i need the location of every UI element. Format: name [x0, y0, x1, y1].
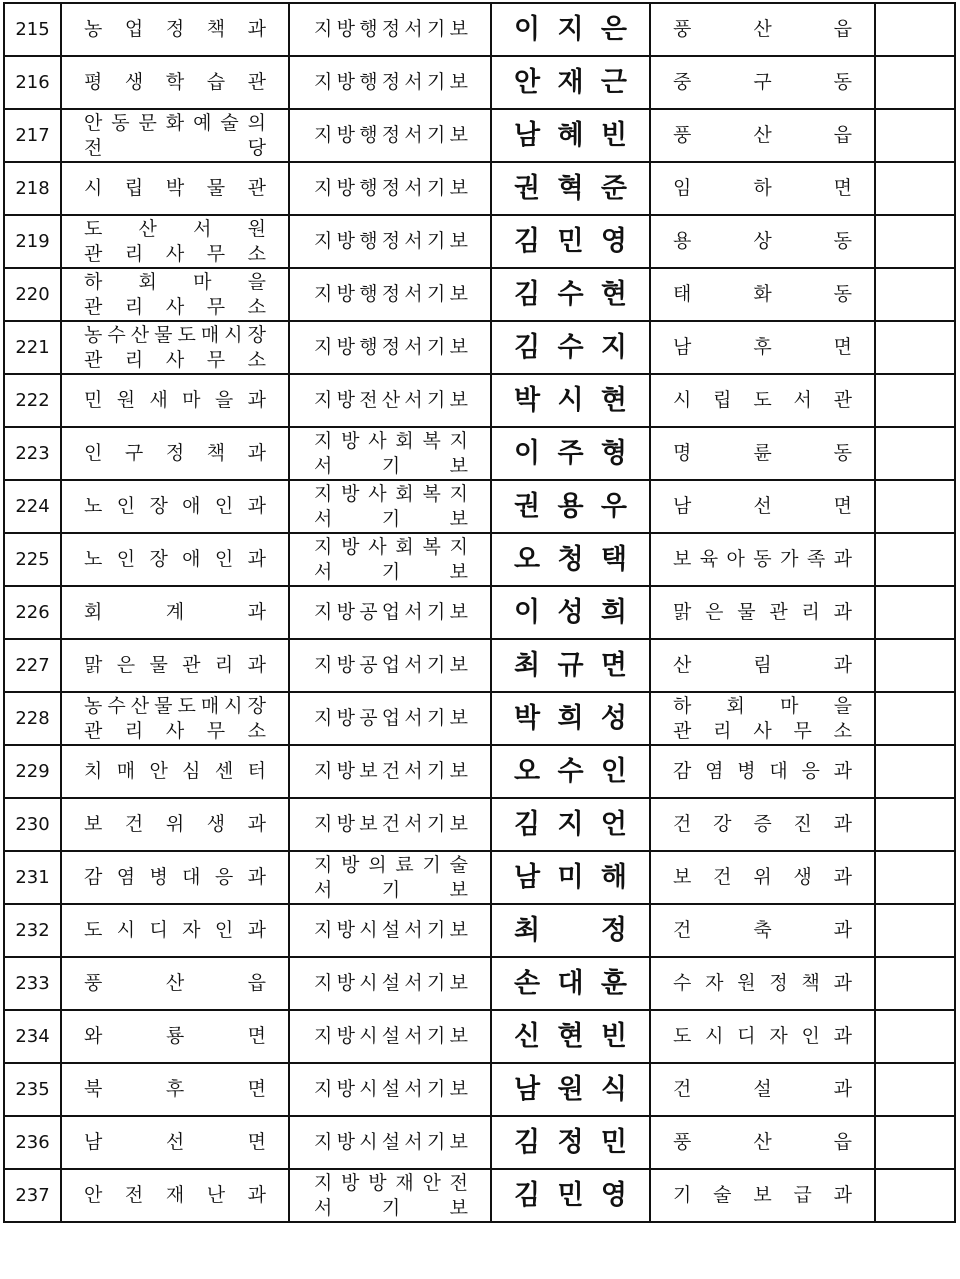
employee-name-cell [491, 904, 650, 957]
new-department-cell [650, 1010, 875, 1063]
employee-name-cell [491, 268, 650, 321]
table-row [4, 798, 955, 851]
new-department-cell [650, 1169, 875, 1222]
new-department: 용 상 동 [673, 230, 852, 252]
row-number: 233 [4, 957, 61, 1010]
employee-name: 최 규 면 [514, 650, 627, 681]
current-department: 북 후 면 [84, 1078, 266, 1100]
job-grade-cell [289, 162, 491, 215]
new-department-cell [650, 1063, 875, 1116]
remarks-cell [875, 586, 955, 639]
job-grade-cell [289, 1010, 491, 1063]
row-number: 228 [4, 692, 61, 745]
current-department: 민 원 새 마 을 과 [84, 389, 266, 411]
job-grade: 지 방 행 정 서 기 보 [314, 124, 468, 146]
remarks-cell [875, 851, 955, 904]
table-row [4, 639, 955, 692]
row-number: 231 [4, 851, 61, 904]
row-number: 227 [4, 639, 61, 692]
new-department-cell [650, 374, 875, 427]
job-grade: 지 방 방 재 안 전 [314, 1171, 468, 1194]
current-department-cell [61, 162, 289, 215]
row-number: 222 [4, 374, 61, 427]
current-department: 풍 산 읍 [84, 972, 266, 994]
table-row [4, 1169, 955, 1222]
job-grade: 지 방 공 업 서 기 보 [314, 707, 468, 729]
remarks-cell [875, 798, 955, 851]
employee-name-cell [491, 798, 650, 851]
table-row [4, 56, 955, 109]
current-department-cell [61, 374, 289, 427]
new-department: 보 건 위 생 과 [673, 866, 852, 888]
new-department-cell [650, 586, 875, 639]
table-row [4, 374, 955, 427]
new-department-cell [650, 427, 875, 480]
job-grade: 지 방 전 산 서 기 보 [314, 389, 468, 411]
new-department: 남 후 면 [673, 336, 852, 358]
current-department: 보 건 위 생 과 [84, 813, 266, 835]
employee-name-cell [491, 109, 650, 162]
new-department: 중 구 동 [673, 71, 852, 93]
job-grade: 지 방 보 건 서 기 보 [314, 760, 468, 782]
current-department-cell [61, 1063, 289, 1116]
remarks-cell [875, 1010, 955, 1063]
employee-name-cell [491, 1010, 650, 1063]
new-department-cell [650, 162, 875, 215]
employee-name: 남 원 식 [514, 1074, 627, 1105]
job-grade: 지 방 시 설 서 기 보 [314, 919, 468, 941]
row-number: 234 [4, 1010, 61, 1063]
current-department-cell [61, 1010, 289, 1063]
employee-name-cell [491, 639, 650, 692]
row-number: 221 [4, 321, 61, 374]
job-grade-cell [289, 427, 491, 480]
job-grade-cell [289, 904, 491, 957]
employee-name: 이 지 은 [514, 14, 627, 45]
employee-name: 김 민 영 [514, 226, 627, 257]
new-department: 감 염 병 대 응 과 [673, 760, 852, 782]
remarks-cell [875, 692, 955, 745]
job-grade-cell [289, 3, 491, 56]
remarks-cell [875, 1169, 955, 1222]
row-number: 217 [4, 109, 61, 162]
employee-name-cell [491, 957, 650, 1010]
employee-name: 손 대 훈 [514, 968, 627, 999]
current-department: 남 선 면 [84, 1131, 266, 1153]
employee-name: 박 시 현 [514, 385, 627, 416]
row-number: 220 [4, 268, 61, 321]
current-department: 안 동 문 화 예 술 의 [84, 111, 266, 134]
job-grade: 지 방 의 료 기 술 [314, 853, 468, 876]
job-grade-cell [289, 268, 491, 321]
employee-name: 이 성 희 [514, 597, 627, 628]
new-department: 건 축 과 [673, 919, 852, 941]
employee-name-cell [491, 692, 650, 745]
table-row [4, 586, 955, 639]
current-department: 하 회 마 을 [84, 270, 266, 293]
new-department: 풍 산 읍 [673, 1131, 852, 1153]
current-department: 맑 은 물 관 리 과 [84, 654, 266, 676]
new-department: 하 회 마 을 [673, 694, 852, 717]
employee-name-cell [491, 321, 650, 374]
new-department-cell [650, 56, 875, 109]
row-number: 232 [4, 904, 61, 957]
current-department-cell [61, 798, 289, 851]
employee-name: 최 정 [514, 915, 627, 946]
new-department: 도 시 디 자 인 과 [673, 1025, 852, 1047]
remarks-cell [875, 215, 955, 268]
new-department: 기 술 보 급 과 [673, 1184, 852, 1206]
current-department: 치 매 안 심 센 터 [84, 760, 266, 782]
employee-name: 김 지 언 [514, 809, 627, 840]
current-department-cell [61, 639, 289, 692]
job-grade-cell [289, 798, 491, 851]
current-department-cell [61, 268, 289, 321]
job-grade: 지 방 행 정 서 기 보 [314, 18, 468, 40]
row-number: 225 [4, 533, 61, 586]
current-department-cell [61, 321, 289, 374]
new-department-cell [650, 957, 875, 1010]
remarks-cell [875, 745, 955, 798]
current-department-cell [61, 427, 289, 480]
job-grade: 서 기 보 [314, 878, 468, 901]
job-grade-cell [289, 957, 491, 1010]
new-department-cell [650, 692, 875, 745]
new-department: 건 설 과 [673, 1078, 852, 1100]
current-department: 시 립 박 물 관 [84, 177, 266, 199]
table-row [4, 692, 955, 745]
new-department-cell [650, 851, 875, 904]
remarks-cell [875, 957, 955, 1010]
employee-name-cell [491, 533, 650, 586]
current-department-cell [61, 851, 289, 904]
current-department-cell [61, 3, 289, 56]
job-grade: 지 방 공 업 서 기 보 [314, 601, 468, 623]
employee-name: 김 수 현 [514, 279, 627, 310]
remarks-cell [875, 639, 955, 692]
job-grade: 지 방 시 설 서 기 보 [314, 1078, 468, 1100]
current-department: 농 수 산 물 도 매 시 장 [84, 694, 266, 717]
current-department: 도 시 디 자 인 과 [84, 919, 266, 941]
employee-name: 안 재 근 [514, 67, 627, 98]
table-row [4, 1010, 955, 1063]
employee-name-cell [491, 851, 650, 904]
remarks-cell [875, 268, 955, 321]
new-department-cell [650, 321, 875, 374]
new-department: 관 리 사 무 소 [673, 719, 852, 742]
remarks-cell [875, 321, 955, 374]
job-grade: 지 방 시 설 서 기 보 [314, 1131, 468, 1153]
current-department: 관 리 사 무 소 [84, 348, 266, 371]
employee-name-cell [491, 374, 650, 427]
row-number: 218 [4, 162, 61, 215]
row-number: 230 [4, 798, 61, 851]
employee-name-cell [491, 215, 650, 268]
employee-name: 김 정 민 [514, 1127, 627, 1158]
current-department-cell [61, 480, 289, 533]
row-number: 229 [4, 745, 61, 798]
job-grade: 서 기 보 [314, 1196, 468, 1219]
new-department-cell [650, 639, 875, 692]
row-number: 236 [4, 1116, 61, 1169]
job-grade: 지 방 행 정 서 기 보 [314, 283, 468, 305]
job-grade: 지 방 시 설 서 기 보 [314, 972, 468, 994]
current-department: 인 구 정 책 과 [84, 442, 266, 464]
new-department-cell [650, 745, 875, 798]
job-grade-cell [289, 1063, 491, 1116]
employee-name-cell [491, 1116, 650, 1169]
new-department: 건 강 증 진 과 [673, 813, 852, 835]
remarks-cell [875, 904, 955, 957]
table-row [4, 427, 955, 480]
new-department: 시 립 도 서 관 [673, 389, 852, 411]
row-number: 223 [4, 427, 61, 480]
current-department: 관 리 사 무 소 [84, 719, 266, 742]
new-department-cell [650, 904, 875, 957]
current-department: 회 계 과 [84, 601, 266, 623]
employee-name-cell [491, 56, 650, 109]
job-grade-cell [289, 109, 491, 162]
job-grade-cell [289, 745, 491, 798]
job-grade: 지 방 사 회 복 지 [314, 535, 468, 558]
job-grade: 지 방 행 정 서 기 보 [314, 71, 468, 93]
current-department: 농 수 산 물 도 매 시 장 [84, 323, 266, 346]
table-row [4, 480, 955, 533]
new-department-cell [650, 533, 875, 586]
table-row [4, 1116, 955, 1169]
employee-name: 신 현 빈 [514, 1021, 627, 1052]
job-grade: 서 기 보 [314, 507, 468, 530]
job-grade-cell [289, 639, 491, 692]
employee-name: 김 민 영 [514, 1180, 627, 1211]
remarks-cell [875, 374, 955, 427]
row-number: 216 [4, 56, 61, 109]
remarks-cell [875, 56, 955, 109]
new-department-cell [650, 3, 875, 56]
job-grade: 지 방 행 정 서 기 보 [314, 177, 468, 199]
new-department: 보 육 아 동 가 족 과 [673, 548, 852, 570]
job-grade: 지 방 보 건 서 기 보 [314, 813, 468, 835]
remarks-cell [875, 3, 955, 56]
current-department: 감 염 병 대 응 과 [84, 866, 266, 888]
personnel-table [3, 2, 956, 1223]
new-department: 태 화 동 [673, 283, 852, 305]
job-grade-cell [289, 215, 491, 268]
job-grade: 지 방 행 정 서 기 보 [314, 336, 468, 358]
employee-name: 박 희 성 [514, 703, 627, 734]
table-row [4, 1063, 955, 1116]
current-department-cell [61, 586, 289, 639]
current-department-cell [61, 533, 289, 586]
new-department: 산 림 과 [673, 654, 852, 676]
remarks-cell [875, 427, 955, 480]
row-number: 237 [4, 1169, 61, 1222]
remarks-cell [875, 162, 955, 215]
current-department-cell [61, 957, 289, 1010]
row-number: 226 [4, 586, 61, 639]
employee-name-cell [491, 3, 650, 56]
current-department: 노 인 장 애 인 과 [84, 495, 266, 517]
table-row [4, 109, 955, 162]
job-grade: 지 방 사 회 복 지 [314, 482, 468, 505]
employee-name: 남 미 해 [514, 862, 627, 893]
current-department: 도 산 서 원 [84, 217, 266, 240]
current-department-cell [61, 1169, 289, 1222]
current-department-cell [61, 109, 289, 162]
remarks-cell [875, 1116, 955, 1169]
table-row [4, 3, 955, 56]
table-row [4, 745, 955, 798]
current-department-cell [61, 692, 289, 745]
employee-name: 오 청 택 [514, 544, 627, 575]
current-department: 관 리 사 무 소 [84, 295, 266, 318]
employee-name-cell [491, 586, 650, 639]
current-department: 와 룡 면 [84, 1025, 266, 1047]
job-grade-cell [289, 692, 491, 745]
job-grade-cell [289, 1116, 491, 1169]
new-department-cell [650, 215, 875, 268]
table-row [4, 215, 955, 268]
row-number: 224 [4, 480, 61, 533]
job-grade: 지 방 행 정 서 기 보 [314, 230, 468, 252]
employee-name-cell [491, 162, 650, 215]
job-grade-cell [289, 586, 491, 639]
table-row [4, 162, 955, 215]
employee-name-cell [491, 1169, 650, 1222]
new-department-cell [650, 268, 875, 321]
remarks-cell [875, 1063, 955, 1116]
employee-name-cell [491, 480, 650, 533]
employee-name: 남 혜 빈 [514, 120, 627, 151]
job-grade-cell [289, 374, 491, 427]
employee-name-cell [491, 745, 650, 798]
current-department: 평 생 학 습 관 [84, 71, 266, 93]
job-grade: 서 기 보 [314, 560, 468, 583]
new-department-cell [650, 480, 875, 533]
employee-name: 김 수 지 [514, 332, 627, 363]
current-department-cell [61, 745, 289, 798]
new-department: 수 자 원 정 책 과 [673, 972, 852, 994]
row-number: 235 [4, 1063, 61, 1116]
remarks-cell [875, 480, 955, 533]
table-row [4, 321, 955, 374]
current-department-cell [61, 215, 289, 268]
employee-name-cell [491, 427, 650, 480]
remarks-cell [875, 533, 955, 586]
current-department-cell [61, 904, 289, 957]
employee-name: 권 용 우 [514, 491, 627, 522]
job-grade-cell [289, 1169, 491, 1222]
employee-name-cell [491, 1063, 650, 1116]
job-grade: 지 방 공 업 서 기 보 [314, 654, 468, 676]
table-row [4, 904, 955, 957]
row-number: 215 [4, 3, 61, 56]
new-department-cell [650, 109, 875, 162]
new-department: 맑 은 물 관 리 과 [673, 601, 852, 623]
current-department-cell [61, 56, 289, 109]
job-grade: 지 방 사 회 복 지 [314, 429, 468, 452]
current-department: 관 리 사 무 소 [84, 242, 266, 265]
remarks-cell [875, 109, 955, 162]
new-department: 풍 산 읍 [673, 18, 852, 40]
table-row [4, 268, 955, 321]
job-grade-cell [289, 851, 491, 904]
job-grade: 서 기 보 [314, 454, 468, 477]
new-department: 명 륜 동 [673, 442, 852, 464]
job-grade-cell [289, 56, 491, 109]
new-department: 풍 산 읍 [673, 124, 852, 146]
employee-name: 이 주 형 [514, 438, 627, 469]
job-grade: 지 방 시 설 서 기 보 [314, 1025, 468, 1047]
job-grade-cell [289, 321, 491, 374]
current-department-cell [61, 1116, 289, 1169]
employee-name: 오 수 인 [514, 756, 627, 787]
job-grade-cell [289, 533, 491, 586]
job-grade-cell [289, 480, 491, 533]
current-department: 전 당 [84, 136, 266, 159]
current-department: 안 전 재 난 과 [84, 1184, 266, 1206]
new-department-cell [650, 798, 875, 851]
new-department-cell [650, 1116, 875, 1169]
table-row [4, 851, 955, 904]
current-department: 농 업 정 책 과 [84, 18, 266, 40]
table-row [4, 957, 955, 1010]
table-row [4, 533, 955, 586]
employee-name: 권 혁 준 [514, 173, 627, 204]
new-department: 임 하 면 [673, 177, 852, 199]
new-department: 남 선 면 [673, 495, 852, 517]
current-department: 노 인 장 애 인 과 [84, 548, 266, 570]
row-number: 219 [4, 215, 61, 268]
